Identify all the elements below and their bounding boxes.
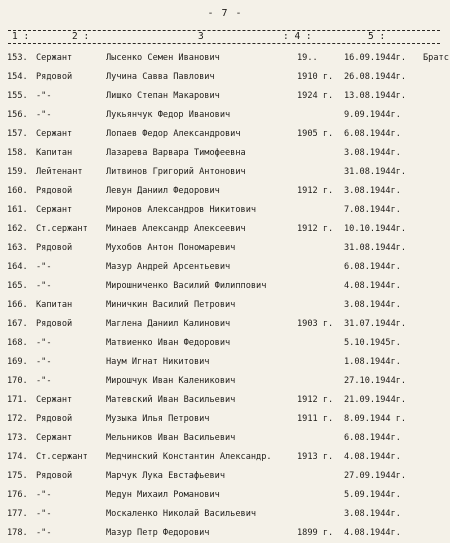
record-rank: -"- — [36, 262, 52, 272]
record-date: 4.08.1944г. — [344, 528, 401, 538]
record-birth-year: 1913 г. — [297, 452, 334, 462]
record-number: 167. — [7, 319, 28, 329]
record-rank: -"- — [36, 91, 52, 101]
record-birth-year: 1911 г. — [297, 414, 334, 424]
records-table — [0, 49, 450, 543]
record-rank: Сержант — [36, 53, 73, 63]
record-number: 158. — [7, 148, 28, 158]
record-name: Матвиенко Иван Федорович — [106, 338, 231, 348]
record-number: 154. — [7, 72, 28, 82]
record-birth-year: 1899 г. — [297, 528, 334, 538]
record-number: 157. — [7, 129, 28, 139]
record-rank: Сержант — [36, 205, 73, 215]
table-row — [0, 239, 450, 258]
record-name: Матевский Иван Васильевич — [106, 395, 236, 405]
record-rank: Ст.сержант — [36, 224, 88, 234]
record-name: Мухобов Антон Пономаревич — [106, 243, 236, 253]
record-number: 159. — [7, 167, 28, 177]
record-birth-year: 1912 г. — [297, 395, 334, 405]
record-date: 31.08.1944г. — [344, 243, 407, 253]
record-number: 172. — [7, 414, 28, 424]
record-date: 8.09.1944 г. — [344, 414, 407, 424]
record-date: 27.09.1944г. — [344, 471, 407, 481]
record-rank: Капитан — [36, 148, 73, 158]
record-name: Мазур Петр Федорович — [106, 528, 210, 538]
record-rank: Рядовой — [36, 319, 73, 329]
record-number: 153. — [7, 53, 28, 63]
record-date: 4.08.1944г. — [344, 452, 401, 462]
record-date: 27.10.1944г. — [344, 376, 407, 386]
table-row — [0, 201, 450, 220]
record-date: 21.09.1944г. — [344, 395, 407, 405]
record-number: 178. — [7, 528, 28, 538]
record-rank: -"- — [36, 357, 52, 367]
record-rank: Лейтенант — [36, 167, 83, 177]
header-col-4: : 4 : — [283, 31, 312, 42]
header-col-3: 3 — [198, 31, 204, 42]
record-number: 161. — [7, 205, 28, 215]
record-name: Маглена Даниил Калинович — [106, 319, 231, 329]
table-row — [0, 144, 450, 163]
record-name: Лишко Степан Макарович — [106, 91, 220, 101]
record-name: Лучина Савва Павлович — [106, 72, 215, 82]
record-birth-year: 1912 г. — [297, 224, 334, 234]
record-number: 164. — [7, 262, 28, 272]
table-row — [0, 448, 450, 467]
record-name: Медчинский Константин Александр. — [106, 452, 272, 462]
record-name: Мазур Андрей Арсентьевич — [106, 262, 231, 272]
record-name: Наум Игнат Никитович — [106, 357, 210, 367]
record-note: Братс — [423, 53, 449, 63]
record-birth-year: 1912 г. — [297, 186, 334, 196]
record-rank: -"- — [36, 110, 52, 120]
record-name: Лукьянчук Федор Иванович — [106, 110, 231, 120]
record-date: 3.08.1944г. — [344, 148, 401, 158]
record-rank: Ст.сержант — [36, 452, 88, 462]
record-number: 166. — [7, 300, 28, 310]
table-row — [0, 467, 450, 486]
record-rank: Сержант — [36, 395, 73, 405]
record-name: Мельников Иван Васильевич — [106, 433, 236, 443]
record-number: 163. — [7, 243, 28, 253]
record-number: 156. — [7, 110, 28, 120]
record-rank: Сержант — [36, 433, 73, 443]
record-number: 173. — [7, 433, 28, 443]
record-name: Миронов Александров Никитович — [106, 205, 257, 215]
record-date: 31.07.1944г. — [344, 319, 407, 329]
record-date: 9.09.1944г. — [344, 110, 401, 120]
record-date: 5.09.1944г. — [344, 490, 401, 500]
record-name: Мирошниченко Василий Филиппович — [106, 281, 267, 291]
record-number: 160. — [7, 186, 28, 196]
table-row — [0, 220, 450, 239]
record-rank: Рядовой — [36, 414, 73, 424]
table-row — [0, 410, 450, 429]
header-col-2: 2 : — [72, 31, 90, 42]
table-row — [0, 486, 450, 505]
table-row — [0, 334, 450, 353]
table-row — [0, 505, 450, 524]
record-rank: Рядовой — [36, 471, 73, 481]
table-row — [0, 277, 450, 296]
record-birth-year: 1910 г. — [297, 72, 334, 82]
record-number: 174. — [7, 452, 28, 462]
table-row — [0, 391, 450, 410]
record-date: 5.10.1945г. — [344, 338, 401, 348]
record-rank: -"- — [36, 376, 52, 386]
record-name: Лопаев Федор Александрович — [106, 129, 241, 139]
table-row — [0, 296, 450, 315]
record-date: 10.10.1944г. — [344, 224, 407, 234]
page-number: - 7 - — [207, 8, 243, 19]
record-date: 31.08.1944г. — [344, 167, 407, 177]
record-rank: -"- — [36, 490, 52, 500]
record-date: 3.08.1944г. — [344, 186, 401, 196]
record-date: 1.08.1944г. — [344, 357, 401, 367]
record-rank: Рядовой — [36, 186, 73, 196]
record-number: 155. — [7, 91, 28, 101]
record-birth-year: 19.. — [297, 53, 318, 63]
header-col-1: 1 : — [12, 31, 30, 42]
record-name: Минаев Александр Алексеевич — [106, 224, 246, 234]
record-rank: Сержант — [36, 129, 73, 139]
table-row — [0, 524, 450, 543]
record-rank: -"- — [36, 509, 52, 519]
record-name: Мирошчук Иван Каленикович — [106, 376, 236, 386]
record-date: 26.08.1944г. — [344, 72, 407, 82]
record-number: 169. — [7, 357, 28, 367]
record-birth-year: 1903 г. — [297, 319, 334, 329]
record-number: 175. — [7, 471, 28, 481]
record-rank: -"- — [36, 338, 52, 348]
record-name: Лазарева Варвара Тимофеевна — [106, 148, 246, 158]
table-row — [0, 49, 450, 68]
header-bottom-rule — [8, 43, 440, 44]
record-date: 3.08.1944г. — [344, 300, 401, 310]
record-date: 16.09.1944г. — [344, 53, 407, 63]
record-date: 7.08.1944г. — [344, 205, 401, 215]
record-name: Москаленко Николай Васильевич — [106, 509, 257, 519]
record-rank: -"- — [36, 281, 52, 291]
record-date: 3.08.1944г. — [344, 509, 401, 519]
record-number: 170. — [7, 376, 28, 386]
record-date: 13.08.1944г. — [344, 91, 407, 101]
table-row — [0, 125, 450, 144]
table-row — [0, 372, 450, 391]
record-date: 6.08.1944г. — [344, 433, 401, 443]
table-row — [0, 182, 450, 201]
record-number: 168. — [7, 338, 28, 348]
table-row — [0, 353, 450, 372]
table-row — [0, 68, 450, 87]
table-row — [0, 106, 450, 125]
record-date: 4.08.1944г. — [344, 281, 401, 291]
record-name: Лысенко Семен Иванович — [106, 53, 220, 63]
record-name: Марчук Лука Евстафьевич — [106, 471, 225, 481]
table-row — [0, 258, 450, 277]
record-rank: -"- — [36, 528, 52, 538]
record-date: 6.08.1944г. — [344, 262, 401, 272]
record-number: 171. — [7, 395, 28, 405]
header-col-5: 5 : — [368, 31, 386, 42]
record-rank: Рядовой — [36, 72, 73, 82]
record-name: Левун Даниил Федорович — [106, 186, 220, 196]
record-name: Миничкин Василий Петрович — [106, 300, 236, 310]
record-rank: Капитан — [36, 300, 73, 310]
record-number: 162. — [7, 224, 28, 234]
record-number: 165. — [7, 281, 28, 291]
table-row — [0, 87, 450, 106]
record-rank: Рядовой — [36, 243, 73, 253]
table-row — [0, 163, 450, 182]
record-name: Музыка Илья Петрович — [106, 414, 210, 424]
record-date: 6.08.1944г. — [344, 129, 401, 139]
record-number: 176. — [7, 490, 28, 500]
record-number: 177. — [7, 509, 28, 519]
record-birth-year: 1924 г. — [297, 91, 334, 101]
table-row — [0, 315, 450, 334]
record-name: Литвинов Григорий Антонович — [106, 167, 246, 177]
record-birth-year: 1905 г. — [297, 129, 334, 139]
table-row — [0, 429, 450, 448]
record-name: Медун Михаил Романович — [106, 490, 220, 500]
